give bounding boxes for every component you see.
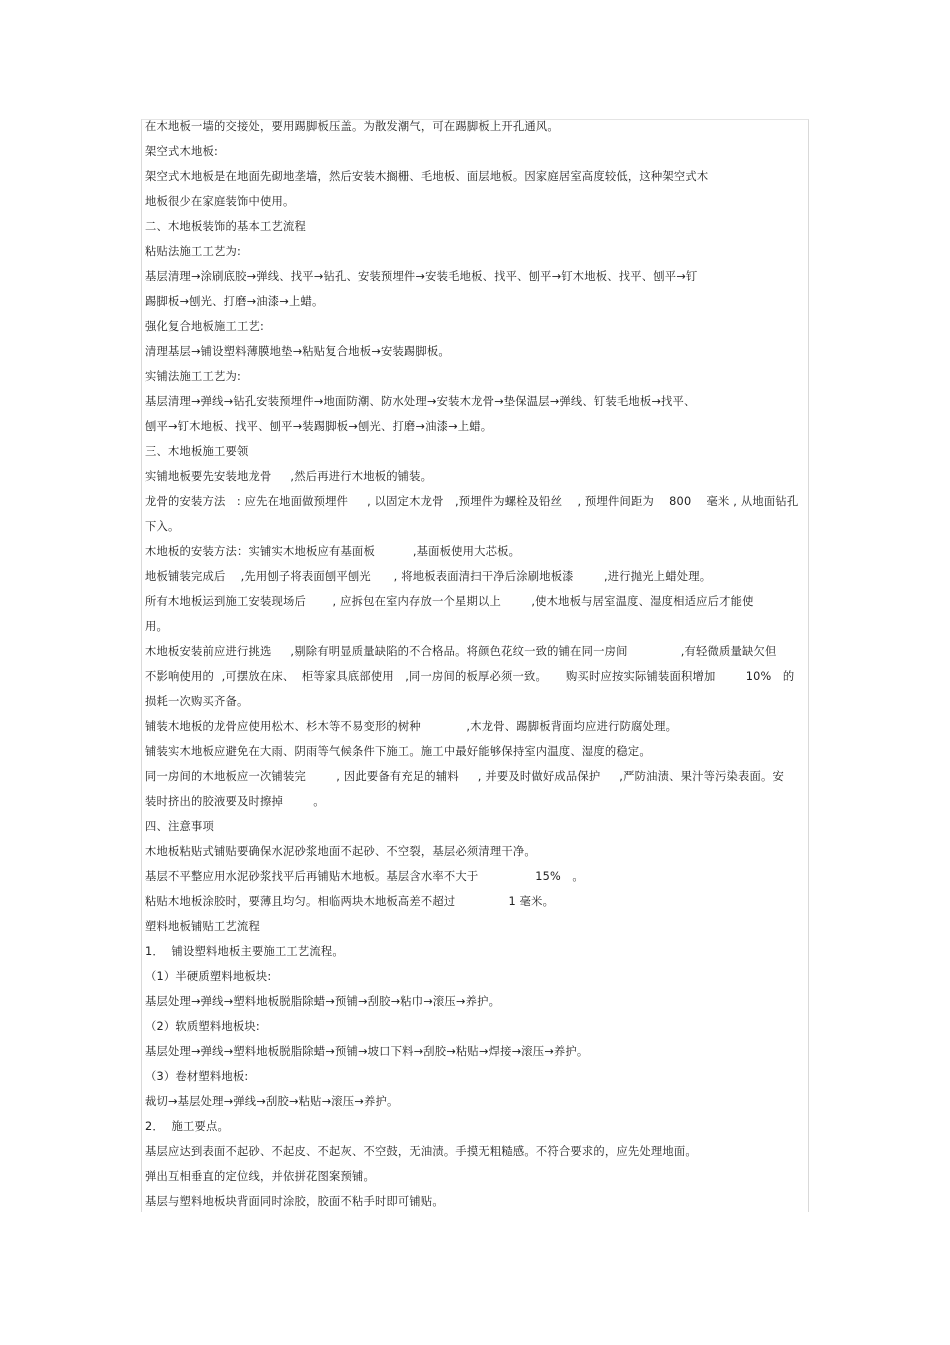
text-line: 基层处理→弹线→塑料地板脱脂除蜡→预铺→坡口下料→刮胶→粘贴→焊接→滚压→养护。 xyxy=(145,1045,589,1058)
text-line: 粘贴法施工工艺为: xyxy=(145,245,241,258)
text-line: 基层应达到表面不起砂、不起皮、不起灰、不空鼓，无油渍。手摸无粗糙感。不符合要求的，应先处理地面。 xyxy=(145,1145,697,1158)
text-line: 强化复合地板施工工艺: xyxy=(145,320,264,333)
text-line: 木地板粘贴式铺贴要确保水泥砂浆地面不起砂、不空裂，基层必须清理干净。 xyxy=(145,845,536,858)
text-line: 1． 铺设塑料地板主要施工工艺流程。 xyxy=(145,945,344,958)
text-line: 基层与塑料地板块背面同时涂胶，胶面不粘手时即可铺贴。 xyxy=(145,1195,444,1208)
text-line: 架空式木地板是在地面先砌地垄墙，然后安装木搁栅、毛地板、面层地板。因家庭居室高度较低，这种架空式木 xyxy=(145,170,709,183)
section-heading: 四、注意事项 xyxy=(145,820,214,833)
text-line: （1）半硬质塑料地板块: xyxy=(145,970,272,983)
text-line: （3）卷材塑料地板: xyxy=(145,1070,249,1083)
text-line: 基层清理→涂刷底胶→弹线、找平→钻孔、安装预埋件→安装毛地板、找平、刨平→钉木地板、找平、刨平→钉 xyxy=(145,270,698,283)
text-line: 铺装木地板的龙骨应使用松木、杉木等不易变形的树种 ,木龙骨、踢脚板背面均应进行防腐处理。 xyxy=(145,720,678,733)
text-line: 下入。 xyxy=(145,520,180,533)
text-line: 实铺地板要先安装地龙骨 ,然后再进行木地板的铺装。 xyxy=(145,470,433,483)
text-line: 粘贴木地板涂胶时，要薄且均匀。相临两块木地板高差不超过 1 毫米。 xyxy=(145,895,555,908)
text-line: 实铺法施工工艺为: xyxy=(145,370,241,383)
text-line: 基层不平整应用水泥砂浆找平后再铺贴木地板。基层含水率不大于 15% 。 xyxy=(145,870,584,883)
text-line: 地板铺装完成后 ,先用刨子将表面刨平刨光 , 将地板表面清扫干净后涂刷地板漆 ,进行抛光上蜡处理。 xyxy=(145,570,712,583)
text-line: 清理基层→铺设塑料薄膜地垫→粘贴复合地板→安装踢脚板。 xyxy=(145,345,450,358)
text-line: 木地板安装前应进行挑选 ,剔除有明显质量缺陷的不合格品。将颜色花纹一致的铺在同一房间 ,有轻微质量缺欠但 xyxy=(145,645,777,658)
text-line: 弹出互相垂直的定位线，并依拼花图案预铺。 xyxy=(145,1170,375,1183)
text-line: 铺装实木地板应避免在大雨、阴雨等气候条件下施工。施工中最好能够保持室内温度、湿度的稳定。 xyxy=(145,745,651,758)
text-line: 刨平→钉木地板、找平、刨平→装踢脚板→刨光、打磨→油漆→上蜡。 xyxy=(145,420,493,433)
section-heading: 三、木地板施工要领 xyxy=(145,445,249,458)
text-line: 地板很少在家庭装饰中使用。 xyxy=(145,195,295,208)
text-line: 踢脚板→刨光、打磨→油漆→上蜡。 xyxy=(145,295,324,308)
text-line: 装时挤出的胶液要及时擦掉 。 xyxy=(145,795,325,808)
text-line: 在木地板一墙的交接处，要用踢脚板压盖。为散发潮气，可在踢脚板上开孔通风。 xyxy=(145,120,559,133)
text-line: 损耗一次购买齐备。 xyxy=(145,695,249,708)
text-line: 基层处理→弹线→塑料地板脱脂除蜡→预铺→刮胶→粘巾→滚压→养护。 xyxy=(145,995,501,1008)
text-line: 裁切→基层处理→弹线→刮胶→粘贴→滚压→养护。 xyxy=(145,1095,399,1108)
text-line: 2． 施工要点。 xyxy=(145,1120,229,1133)
section-heading: 二、木地板装饰的基本工艺流程 xyxy=(145,220,306,233)
text-line: 架空式木地板: xyxy=(145,145,218,158)
text-line: 所有木地板运到施工安装现场后 , 应拆包在室内存放一个星期以上 ,使木地板与居室温度、湿度相适应后才能使 xyxy=(145,595,754,608)
text-line: 不影响使用的 ,可摆放在床、 柜等家具底部使用 ,同一房间的板厚必须一致。 购买时应按实际铺装面积增加 10% 的 xyxy=(145,670,795,683)
text-line: 基层清理→弹线→钻孔安装预埋件→地面防潮、防水处理→安装木龙骨→垫保温层→弹线、钉装毛地板→找平、 xyxy=(145,395,696,408)
text-line: （2）软质塑料地板块: xyxy=(145,1020,260,1033)
section-heading: 塑料地板铺贴工艺流程 xyxy=(145,920,260,933)
text-line: 同一房间的木地板应一次铺装完 , 因此要备有充足的辅料 , 并要及时做好成品保护 ,严防油渍、果汁等污染表面。安 xyxy=(145,770,785,783)
text-line: 木地板的安装方法：实铺实木地板应有基面板 ,基面板使用大芯板。 xyxy=(145,545,521,558)
text-line: 用。 xyxy=(145,620,168,633)
text-line: 龙骨的安装方法 : 应先在地面做预埋件 , 以固定木龙骨 ,预埋件为螺栓及铅丝 , 预埋件间距为 800 毫米 , 从地面钻孔 xyxy=(145,495,799,508)
